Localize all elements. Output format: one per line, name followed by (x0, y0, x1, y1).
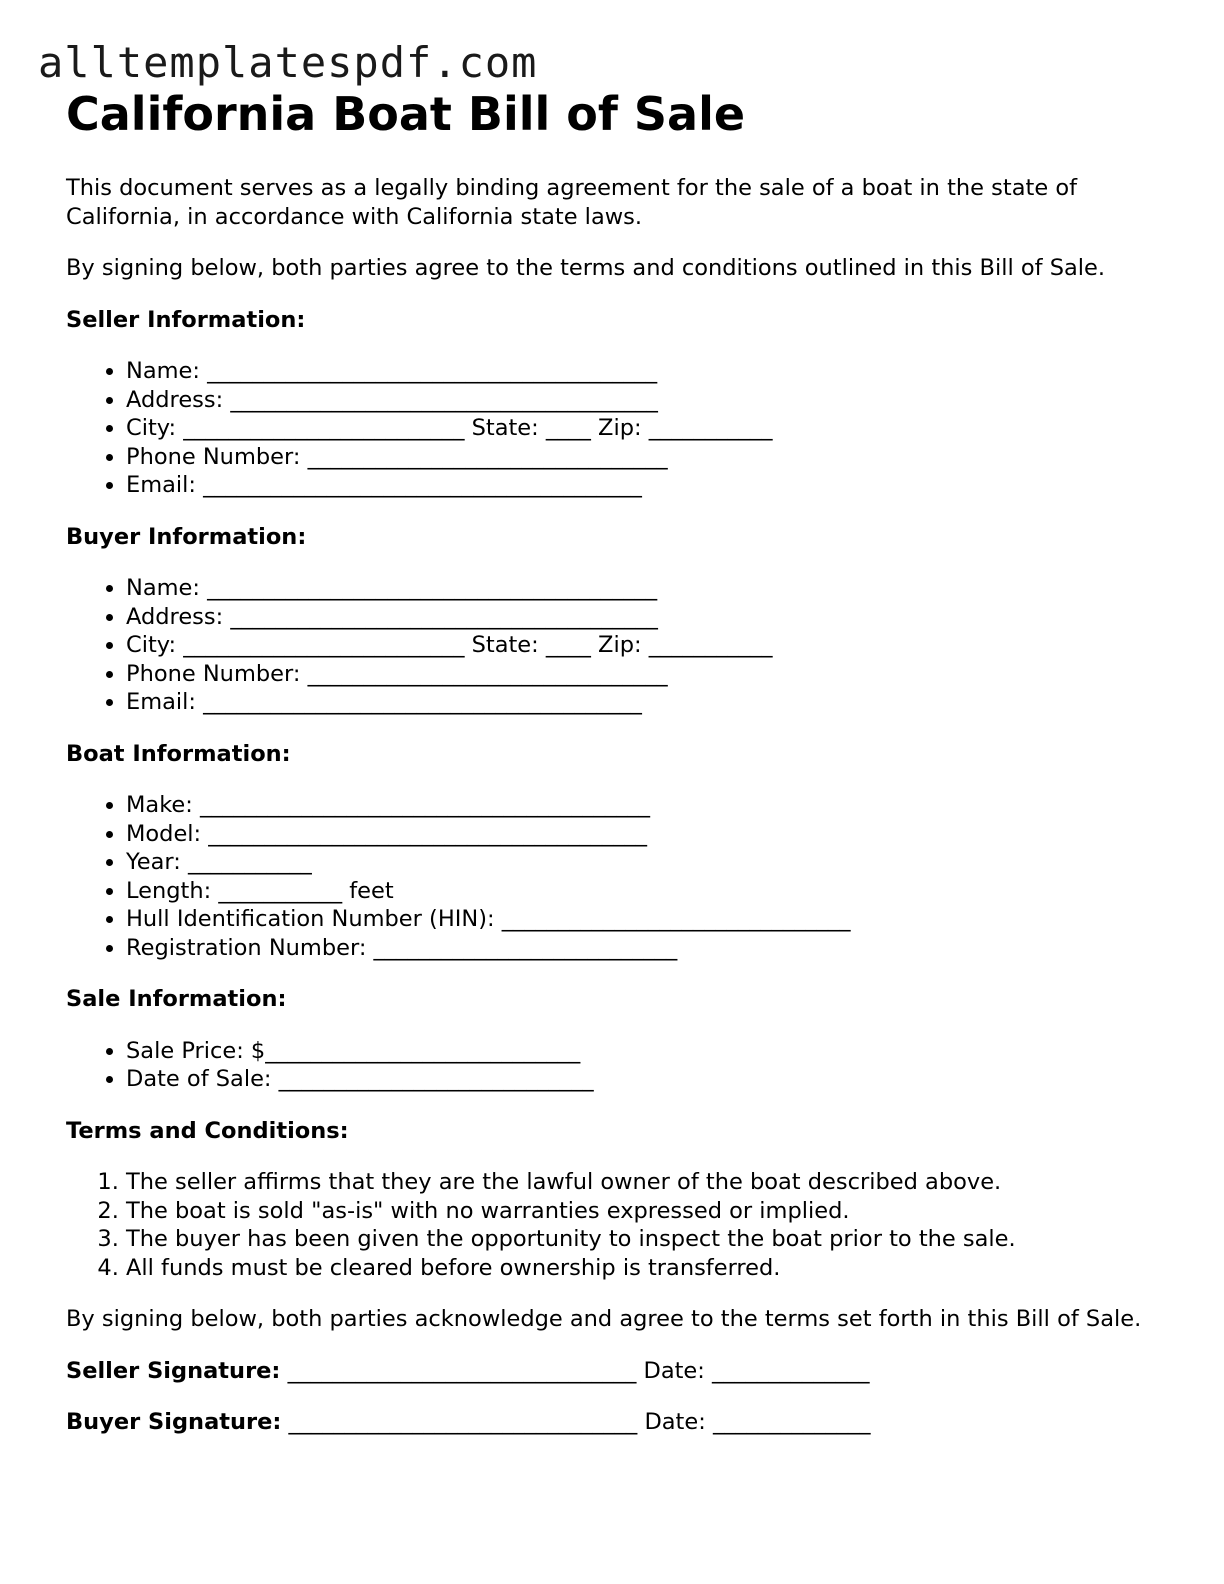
seller-name-field: • Name: ________________________________________ (126, 357, 1158, 386)
agreement-paragraph: By signing below, both parties agree to the terms and conditions outlined in this Bill of Sale. (66, 255, 1106, 281)
seller-address-field: • Address: ______________________________________ (126, 386, 1158, 415)
seller-signature-label: Seller Signature: (66, 1357, 281, 1384)
buyer-address-field: • Address: ______________________________________ (126, 603, 1158, 632)
seller-city-state-zip-field: • City: _________________________ State: ____ Zip: ___________ (126, 414, 1158, 443)
seller-email-field: • Email: _______________________________________ (126, 471, 1158, 500)
boat-year-field: • Year: ___________ (126, 848, 1158, 877)
boat-length-field: • Length: ___________ feet (126, 877, 1158, 906)
sale-date-field: • Date of Sale: ____________________________ (126, 1065, 1158, 1094)
watermark-text: alltemplatespdf.com (38, 38, 538, 87)
buyer-info-list (66, 574, 1158, 717)
terms-list (66, 1168, 1158, 1282)
term-item: 2. The boat is sold "as-is" with no warranties expressed or implied. (126, 1197, 1158, 1226)
buyer-signature-label: Buyer Signature: (66, 1409, 282, 1435)
term-item: 1. The seller affirms that they are the lawful owner of the boat described above. (126, 1168, 1158, 1197)
buyer-signature-blank: _______________________________ Date: ______________ (288, 1409, 871, 1435)
document-title: California Boat Bill of Sale (66, 87, 746, 141)
sale-heading: Sale Information: (66, 986, 287, 1012)
seller-phone-field: • Phone Number: ________________________________ (126, 443, 1158, 472)
boat-make-field: • Make: ________________________________________ (126, 791, 1158, 820)
buyer-phone-field: • Phone Number: ________________________________ (126, 660, 1158, 689)
boat-hin-field: • Hull Identification Number (HIN): _______________________________ (126, 905, 1158, 934)
boat-model-field: • Model: _______________________________________ (126, 820, 1158, 849)
term-item: 3. The buyer has been given the opportunity to inspect the boat prior to the sale. (126, 1225, 1158, 1254)
sale-info-list (66, 1037, 1158, 1094)
buyer-name-field: • Name: ________________________________________ (126, 574, 1158, 603)
closing-paragraph: By signing below, both parties acknowledge and agree to the terms set forth in this Bill of Sale. (66, 1306, 1142, 1332)
seller-signature-line (66, 1357, 1158, 1386)
intro-paragraph: This document serves as a legally binding agreement for the sale of a boat in the state of California, in accordance with California state laws. (66, 175, 1078, 230)
term-item: 4. All funds must be cleared before ownership is transferred. (126, 1254, 1158, 1283)
seller-heading: Seller Information: (66, 306, 306, 333)
boat-registration-field: • Registration Number: ___________________________ (126, 934, 1158, 963)
buyer-city-state-zip-field: • City: _________________________ State: ____ Zip: ___________ (126, 631, 1158, 660)
boat-heading: Boat Information: (66, 740, 291, 767)
boat-info-list (66, 791, 1158, 962)
buyer-heading: Buyer Information: (66, 523, 307, 550)
terms-heading: Terms and Conditions: (66, 1117, 349, 1144)
document-body (66, 174, 1158, 1460)
seller-signature-blank: _______________________________ Date: ______________ (287, 1357, 870, 1384)
buyer-email-field: • Email: _______________________________________ (126, 688, 1158, 717)
seller-info-list (66, 357, 1158, 500)
sale-price-field: • Sale Price: $____________________________ (126, 1037, 1158, 1066)
buyer-signature-line (66, 1408, 1158, 1437)
